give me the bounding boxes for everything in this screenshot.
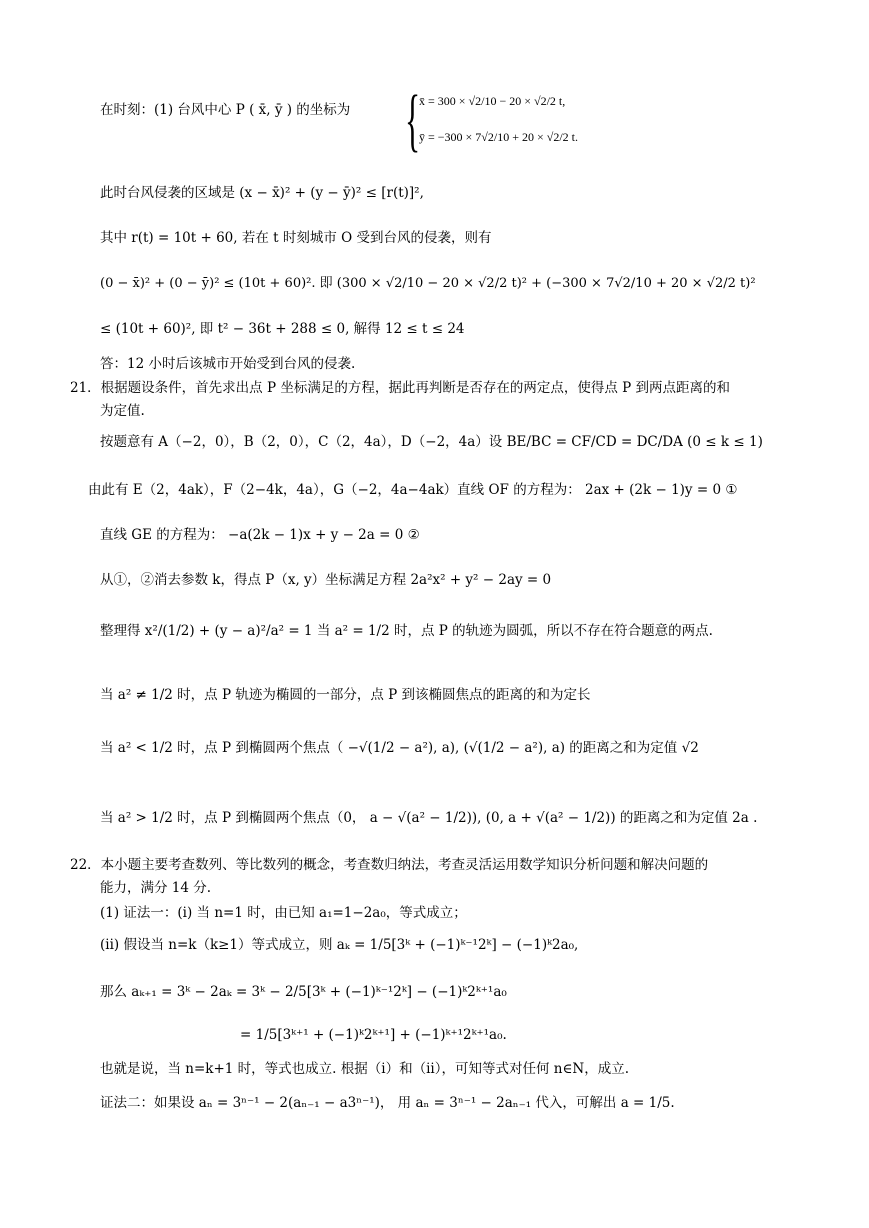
line-q21-line-of: 由此有 E（2，4ak），F（2−4k，4a），G（−2，4a−4ak）直线 OF 的方程为： 2ax + (2k − 1)y = 0 ① (88, 482, 738, 498)
line-radius-function: 其中 r(t) = 10t + 60, 若在 t 时刻城市 O 受到台风的侵袭，则有 (100, 230, 492, 246)
line-q22-proof1-i: (1) 证法一：(i) 当 n=1 时，由已知 a₁=1−2a₀，等式成立； (100, 905, 467, 921)
line-answer-20: 答：12 小时后该城市开始受到台风的侵袭. (100, 356, 356, 372)
line-q21-case-ne: 当 a² ≠ 1/2 时，点 P 轨迹为椭圆的一部分，点 P 到该椭圆焦点的距离的和为定长 (100, 687, 591, 703)
line-q22-conclusion: 也就是说，当 n=k+1 时，等式也成立. 根据（i）和（ii），可知等式对任何 n∈N，成立. (100, 1061, 630, 1077)
line-typhoon-coords: 在时刻：(1) 台风中心 P ( x̄, ȳ ) 的坐标为 (100, 102, 351, 118)
line-q22-proof2: 证法二：如果设 aₙ = 3ⁿ⁻¹ − 2(aₙ₋₁ − a3ⁿ⁻¹)， 用 aₙ = 3ⁿ⁻¹ − 2aₙ₋₁ 代入，可解出 a = 1/5. (100, 1095, 675, 1111)
line-q21-simplify: 整理得 x²/(1/2) + (y − a)²/a² = 1 当 a² = 1/2 时，点 P 的轨迹为圆弧，所以不存在符合题意的两点. (100, 623, 713, 639)
line-q22-intro: 22．本小题主要考查数列、等比数列的概念，考查数归纳法，考查灵活运用数学知识分析问题和解决问题的 (70, 857, 709, 873)
line-q22-intro-cont: 能力，满分 14 分. (100, 880, 212, 896)
left-brace: { (405, 82, 421, 159)
system-row-x: x̄ = 300 × √2/10 − 20 × √2/2 t, (419, 94, 566, 108)
line-q21-points: 按题意有 A（−2，0），B（2，0），C（2，4a），D（−2，4a）设 BE/BC = CF/CD = DC/DA (0 ≤ k ≤ 1) (100, 434, 763, 450)
line-q21-intro-cont: 为定值. (100, 403, 145, 419)
line-inequality: (0 − x̄)² + (0 − ȳ)² ≤ (10t + 60)². 即 (300 × √2/10 − 20 × √2/2 t)² + (−300 × 7√2/10 + 20 × √2/2 t)² (100, 276, 756, 291)
line-q21-eliminate: 从①，②消去参数 k，得点 P（x, y）坐标满足方程 2a²x² + y² − 2ay = 0 (100, 572, 552, 588)
line-invasion-region: 此时台风侵袭的区域是 (x − x̄)² + (y − ȳ)² ≤ [r(t)]², (100, 185, 424, 201)
line-q21-line-ge: 直线 GE 的方程为： −a(2k − 1)x + y − 2a = 0 ② (100, 527, 420, 543)
coordinate-system (405, 82, 579, 162)
line-q22-equals: = 1/5[3ᵏ⁺¹ + (−1)ᵏ2ᵏ⁺¹] + (−1)ᵏ⁺¹2ᵏ⁺¹a₀. (240, 1027, 507, 1043)
line-q21-case-gt: 当 a² > 1/2 时，点 P 到椭圆两个焦点（0， a − √(a² − 1/2)), (0, a + √(a² − 1/2)) 的距离之和为定值 2a . (100, 810, 758, 826)
system-row-y: ȳ = −300 × 7√2/10 + 20 × √2/2 t. (419, 130, 579, 144)
line-solve-t: ≤ (10t + 60)², 即 t² − 36t + 288 ≤ 0, 解得 12 ≤ t ≤ 24 (100, 321, 465, 337)
line-q22-proof1-ii: (ii) 假设当 n=k（k≥1）等式成立，则 aₖ = 1/5[3ᵏ + (−1)ᵏ⁻¹2ᵏ] − (−1)ᵏ2a₀, (100, 937, 579, 953)
line-q22-then: 那么 aₖ₊₁ = 3ᵏ − 2aₖ = 3ᵏ − 2/5[3ᵏ + (−1)ᵏ⁻¹2ᵏ] − (−1)ᵏ2ᵏ⁺¹a₀ (100, 984, 507, 1000)
line-q21-case-lt: 当 a² < 1/2 时，点 P 到椭圆两个焦点（ −√(1/2 − a²), a), (√(1/2 − a²), a) 的距离之和为定值 √2 (100, 740, 699, 756)
line-q21-intro: 21．根据题设条件，首先求出点 P 坐标满足的方程，据此再判断是否存在的两定点，使得点 P 到两点距离的和 (70, 380, 731, 396)
